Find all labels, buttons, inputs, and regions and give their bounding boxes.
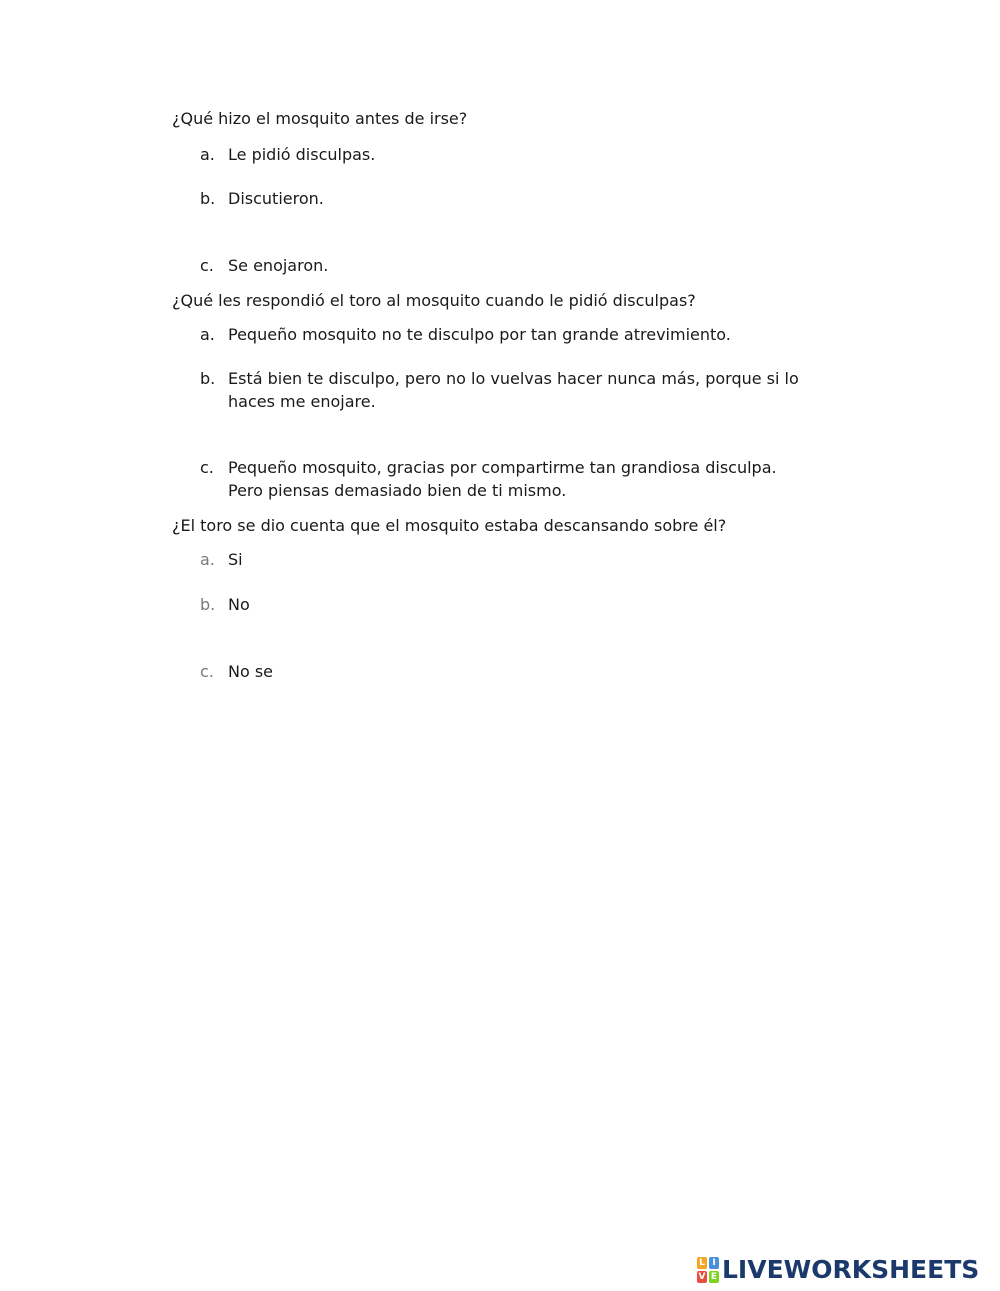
option-text: Está bien te disculpo, pero no lo vuelvas hacer nunca más, porque si lo haces me enojare. <box>228 369 799 411</box>
option-text: Discutieron. <box>228 189 324 208</box>
option-text: Si <box>228 550 243 569</box>
live-icon-cell: E <box>710 1272 718 1282</box>
option-letter: c. <box>200 458 214 477</box>
option-text: Le pidió disculpas. <box>228 145 376 164</box>
question-3: ¿El toro se dio cuenta que el mosquito estaba descansando sobre él? <box>172 516 727 535</box>
option-letter: b. <box>200 595 216 614</box>
brand-name: LIVEWORKSHEETS <box>722 1255 980 1284</box>
option-letter: a. <box>200 325 215 344</box>
option-letter: b. <box>200 369 216 388</box>
option-text: No se <box>228 662 274 681</box>
option-letter: c. <box>200 256 214 275</box>
option-letter: a. <box>200 145 215 164</box>
question-1: ¿Qué hizo el mosquito antes de irse? <box>172 109 468 128</box>
option-text: Pequeño mosquito, gracias por compartirme tan grandiosa disculpa. Pero piensas demasiado bien de ti mismo. <box>228 458 777 500</box>
option-text: No <box>228 595 250 614</box>
live-icon-cell: V <box>698 1272 706 1282</box>
option-letter: c. <box>200 662 214 681</box>
option-text: Pequeño mosquito no te disculpo por tan grande atrevimiento. <box>228 325 731 344</box>
option-letter: b. <box>200 189 216 208</box>
option-text: Se enojaron. <box>228 256 329 275</box>
option-letter: a. <box>200 550 215 569</box>
live-icon-cell: I <box>709 1257 719 1269</box>
live-icon <box>697 1257 719 1283</box>
live-icon-cell: L <box>697 1257 707 1269</box>
question-2: ¿Qué les respondió el toro al mosquito cuando le pidió disculpas? <box>172 291 696 310</box>
liveworksheets-logo <box>697 1255 979 1285</box>
